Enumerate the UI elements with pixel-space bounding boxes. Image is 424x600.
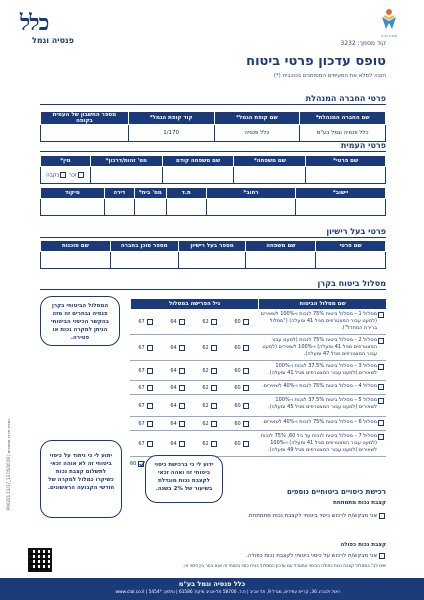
col-last-name: שם משפחה* bbox=[234, 156, 306, 167]
age-option-label: 64 bbox=[170, 318, 177, 325]
extended-disability-label: אני מבקש/ת לרכוש כיסוי ביטוחי לקצבת נכות מתמתחת. bbox=[247, 513, 377, 519]
agent-first-name-field[interactable] bbox=[316, 252, 386, 269]
brand-name: כלל bbox=[20, 10, 49, 36]
partner-logo bbox=[380, 8, 398, 36]
age-option-checkbox[interactable] bbox=[211, 368, 217, 374]
age-option-checkbox[interactable] bbox=[179, 403, 185, 409]
gender-female-label: נקבה bbox=[46, 172, 60, 179]
fund-code-value[interactable]: 1/170 bbox=[128, 125, 214, 142]
age-option bbox=[138, 421, 153, 427]
section-divider bbox=[40, 151, 386, 152]
plan-text: מסלול 1 – מסלול ביטוח 75% לנכות ו-100% לשאירים (למעט עבור המצטרפים מגיל 41 ומעלה) ("מסלול ברירת המחדל"). bbox=[260, 311, 377, 331]
age-option-label: 64 bbox=[170, 420, 177, 427]
plan-select-checkbox[interactable] bbox=[378, 364, 384, 370]
page-title: טופס עדכון פרטי ביטוח bbox=[246, 54, 386, 69]
agency-name-field[interactable] bbox=[41, 252, 111, 269]
account-number-field[interactable] bbox=[41, 125, 129, 142]
age-option bbox=[138, 319, 153, 325]
pobox-field[interactable] bbox=[166, 199, 206, 216]
age-option-label: 62 bbox=[202, 344, 209, 351]
age-option-label: 62 bbox=[202, 420, 209, 427]
plan-age-options bbox=[130, 417, 258, 430]
plan-description bbox=[258, 395, 386, 416]
age-option bbox=[202, 403, 217, 409]
age-option-label: 67 bbox=[138, 402, 145, 409]
age-option bbox=[202, 385, 217, 391]
age-option-checkbox[interactable] bbox=[243, 368, 249, 374]
street-field[interactable] bbox=[206, 199, 296, 216]
plan-age-options bbox=[130, 381, 258, 394]
section-title-plans: מסלול ביטוח בקרן bbox=[317, 279, 386, 288]
plan-age-options bbox=[130, 361, 258, 380]
double-disability-checkbox[interactable] bbox=[379, 553, 385, 559]
last-name-field[interactable] bbox=[234, 167, 306, 184]
plan-age-options bbox=[130, 395, 258, 416]
age-option bbox=[138, 403, 153, 409]
age-option bbox=[234, 441, 249, 447]
age-option-checkbox[interactable] bbox=[243, 421, 249, 427]
col-id-number: מס' זהות/דרכון* bbox=[90, 156, 162, 167]
plan-age-options bbox=[130, 309, 258, 334]
plan-select-checkbox[interactable] bbox=[378, 384, 384, 390]
figure-logo-icon bbox=[380, 8, 398, 30]
agent-number-field[interactable] bbox=[110, 252, 178, 269]
fund-name-value[interactable]: כלל פנסיה bbox=[214, 125, 300, 142]
age-option bbox=[170, 345, 185, 351]
age-option-checkbox[interactable] bbox=[211, 345, 217, 351]
age-option-label: 67 bbox=[138, 384, 145, 391]
member-table-row1 bbox=[40, 155, 386, 184]
age-option-label: 67 bbox=[138, 344, 145, 351]
gender-male-label: זכר bbox=[68, 172, 77, 179]
col-agent-last-name: שם משפחה bbox=[246, 241, 316, 252]
footer-address: ראול ולנברג 36, קריית עתידים, מגדל 9, תל אביב | ת.ד. 58700 תל-אביב מיקוד 61586 | טלפון: *5454 | www.clal.co.il bbox=[115, 590, 341, 595]
double-disability-title: קצבת נכות כפולה bbox=[340, 542, 386, 548]
license-number-field[interactable] bbox=[178, 252, 246, 269]
age-option bbox=[138, 385, 153, 391]
col-street: רחוב* bbox=[206, 188, 296, 199]
col-agent-number: מספר סוכן בחברה bbox=[110, 241, 178, 252]
brand-sub: פנסיה וגמל bbox=[32, 36, 74, 45]
plan-select-checkbox[interactable] bbox=[378, 398, 384, 404]
plans-table bbox=[130, 299, 386, 471]
age-option-checkbox[interactable] bbox=[243, 345, 249, 351]
age-option-label: 67 bbox=[138, 420, 145, 427]
age-option-checkbox[interactable] bbox=[147, 441, 153, 447]
age-option-checkbox[interactable] bbox=[211, 441, 217, 447]
age-option-checkbox[interactable] bbox=[211, 403, 217, 409]
age-option-checkbox[interactable] bbox=[147, 421, 153, 427]
age-option-label: 64 bbox=[170, 384, 177, 391]
col-city: יישוב* bbox=[296, 188, 386, 199]
plan-row bbox=[130, 335, 386, 361]
plan-row bbox=[130, 417, 386, 431]
age-option bbox=[170, 319, 185, 325]
col-prev-last-name: שם משפחה קודם bbox=[162, 156, 234, 167]
double-disability-label: אני מבקש/ת לרכוש על כיסוי ביטוחי לקצבת נכות כפולה. bbox=[246, 553, 377, 559]
first-name-field[interactable] bbox=[306, 167, 386, 184]
age-option bbox=[170, 403, 185, 409]
col-gender: מין* bbox=[41, 156, 91, 167]
age-option-label: 60 bbox=[234, 402, 241, 409]
col-account-number: מספר החשבון של העמית בקופה bbox=[41, 112, 129, 125]
plan-select-checkbox[interactable] bbox=[378, 338, 384, 344]
col-zip: מיקוד bbox=[41, 188, 105, 199]
age-option-checkbox[interactable] bbox=[211, 319, 217, 325]
member-table-row2 bbox=[40, 187, 386, 216]
age-option bbox=[234, 345, 249, 351]
apartment-field[interactable] bbox=[104, 199, 134, 216]
zip-field[interactable] bbox=[41, 199, 105, 216]
age-option-checkbox[interactable] bbox=[179, 319, 185, 325]
age-option-label: 62 bbox=[202, 384, 209, 391]
age-option-label: 62 bbox=[202, 402, 209, 409]
age-option-label: 60 bbox=[234, 384, 241, 391]
age-option bbox=[138, 345, 153, 351]
age-option-checkbox[interactable] bbox=[179, 345, 185, 351]
additional-coverage-title: רכישת כיסויים ביטוחיים נוספים bbox=[287, 488, 386, 496]
age-option bbox=[202, 319, 217, 325]
note-bubble-top: המסלול הביטוחי בקרן פנסיה נבחרים זה מזה בהקשר הכיסוי הביטוחי הניתן למקרה נכות או פטירה. bbox=[40, 296, 120, 346]
col-fund-name: שם קופת הגמל* bbox=[214, 112, 300, 125]
plan-row bbox=[130, 431, 386, 457]
age-option-label: 62 bbox=[202, 318, 209, 325]
gender-female-checkbox[interactable] bbox=[60, 172, 66, 178]
plan-text: מסלול 5 – מסלול ביטוח 37.5% לנכות ו-100% לשאירים (למעט עבור המצטרפים מגיל 45 ומעלה). bbox=[268, 397, 377, 410]
plan-text: מסלול 4 – מסלול ביטוח 75% לנכות ו-40% לשאירים. bbox=[262, 383, 377, 389]
qr-code-icon bbox=[28, 548, 52, 572]
age-option bbox=[202, 368, 217, 374]
gender-field bbox=[41, 167, 91, 184]
age-option-checkbox[interactable] bbox=[211, 385, 217, 391]
age-option bbox=[170, 421, 185, 427]
age-option-checkbox[interactable] bbox=[179, 441, 185, 447]
plan-text: מסלול 6 – מסלול ביטוח 75% לנכות ו-40% לשאירים. bbox=[262, 419, 377, 425]
plan-row bbox=[130, 361, 386, 381]
plan-description bbox=[258, 417, 386, 430]
age-option-checkbox[interactable] bbox=[243, 441, 249, 447]
age-option bbox=[234, 319, 249, 325]
age-option bbox=[234, 403, 249, 409]
extended-disability-text bbox=[247, 513, 386, 519]
age-option-checkbox[interactable] bbox=[211, 421, 217, 427]
age-option bbox=[202, 421, 217, 427]
age-option-label: 64 bbox=[170, 440, 177, 447]
age-option bbox=[170, 368, 185, 374]
document-id: קוד מסמך: 3232 bbox=[340, 40, 386, 47]
plan-age-options bbox=[130, 335, 258, 360]
age-option bbox=[170, 385, 185, 391]
prev-last-name-field[interactable] bbox=[162, 167, 234, 184]
age-option bbox=[138, 441, 153, 447]
company-logo bbox=[20, 10, 90, 48]
company-name-value[interactable]: כלל פנסיה וגמל בע"מ bbox=[300, 125, 386, 142]
age-option bbox=[170, 441, 185, 447]
col-first-name: שם פרטי* bbox=[306, 156, 386, 167]
partner-logo-text: קופת ענייה bbox=[380, 34, 398, 38]
section-title-licensee: פרטי בעל רישיון bbox=[326, 227, 386, 236]
plan-row bbox=[130, 381, 386, 395]
footer-company-name: כלל פנסיה וגמל בע"מ bbox=[178, 580, 246, 588]
age-option-label: 60 bbox=[234, 367, 241, 374]
age-option bbox=[202, 345, 217, 351]
age-option-label: 62 bbox=[202, 440, 209, 447]
age-option-label: 62 bbox=[202, 367, 209, 374]
section-title-member: פרטי העמית bbox=[340, 141, 386, 150]
age-option bbox=[234, 385, 249, 391]
age-option-checkbox[interactable] bbox=[147, 368, 153, 374]
col-pobox: ת.ד bbox=[166, 188, 206, 199]
age-option-label: 67 bbox=[138, 440, 145, 447]
plan-description bbox=[258, 309, 386, 334]
plan-select-checkbox[interactable] bbox=[378, 420, 384, 426]
col-house-number: מס' בית* bbox=[134, 188, 166, 199]
plan-text: מסלול 3 – מסלול ביטוח 37.5% לנכות ו-100% לשאירים (למעט עבור המצטרפים מגיל 41 ומעלה). bbox=[268, 363, 377, 376]
col-company-name: שם החברה המנהלת* bbox=[300, 112, 386, 125]
plan-text: מסלול 7 – מסלול ביטוח לנכות עד גיל 60, 75% לנכות (למעט עבור המצטרפים מגיל 41 ומעלה) ו-100% לשאירים (למעט עבור המצטרפים מגיל 49 ומעלה). bbox=[260, 433, 377, 453]
col-fund-code: קוד קופת הגמל* bbox=[128, 112, 214, 125]
age-option-label: 60 bbox=[234, 318, 241, 325]
id-number-field[interactable] bbox=[90, 167, 162, 184]
city-field[interactable] bbox=[296, 199, 386, 216]
extended-disability-title: קצבת נכות מתמתחת bbox=[333, 500, 386, 506]
age-option-label: 64 bbox=[170, 344, 177, 351]
age-option bbox=[234, 421, 249, 427]
section-divider bbox=[40, 104, 386, 105]
company-table bbox=[40, 111, 386, 142]
age-option-checkbox[interactable] bbox=[147, 403, 153, 409]
col-apartment: דירה bbox=[104, 188, 134, 199]
plan-description bbox=[258, 381, 386, 394]
age-option-label: 64 bbox=[170, 402, 177, 409]
double-disability-text bbox=[246, 553, 386, 559]
gender-male-checkbox[interactable] bbox=[78, 172, 84, 178]
note-bubble-bottom: יתוע לי כי ניתוד על כיסוי ביטוחי זה לא אוהה זכאי לתשלום קצבת נכות כשיקרו כמלול למקרה של חודשי הקבועה הראשונים. bbox=[40, 440, 122, 518]
plan-row bbox=[130, 395, 386, 417]
plan-extra-age-label: 60 bbox=[130, 461, 137, 467]
age-option-label: 60 bbox=[234, 420, 241, 427]
section-divider bbox=[40, 289, 386, 290]
extended-disability-checkbox[interactable] bbox=[379, 513, 385, 519]
plan-text: מסלול 2 – מסלול ביטוח 75% לנכות (למעט עבור המצטרפים מגיל 41 ומעלה) ו-100% לשאירים (למעט עבור המצטרפים מגיל 47 ומעלה). bbox=[262, 337, 377, 357]
age-option-checkbox[interactable] bbox=[179, 368, 185, 374]
plan-description bbox=[258, 361, 386, 380]
col-plan-name: שם מסלול הביטוח bbox=[258, 299, 386, 309]
side-document-code: P00201 12/17_13 נספח מרכז מסמכים | 05/2019 bbox=[6, 419, 11, 510]
age-option-checkbox[interactable] bbox=[243, 385, 249, 391]
plan-description bbox=[258, 335, 386, 360]
age-option bbox=[138, 368, 153, 374]
age-option-checkbox[interactable] bbox=[243, 403, 249, 409]
plan-age-options bbox=[130, 431, 258, 456]
col-license-number: מספר בעל רישיון bbox=[178, 241, 246, 252]
col-agency-name: שם סוכנות bbox=[41, 241, 111, 252]
age-option-checkbox[interactable] bbox=[147, 319, 153, 325]
age-option-checkbox[interactable] bbox=[147, 345, 153, 351]
agent-last-name-field[interactable] bbox=[246, 252, 316, 269]
form-instruction: חובה למלא את הסעיפים המסומנים בכוכבית (*) bbox=[273, 73, 386, 79]
section-title-company: פרטי החברה המנהלת bbox=[305, 94, 386, 103]
col-agent-first-name: שם פרטי bbox=[316, 241, 386, 252]
age-option-label: 67 bbox=[138, 367, 145, 374]
house-number-field[interactable] bbox=[134, 199, 166, 216]
note-bubble-center: ידוע לי כי ברכישת כיסוי ביטוחי זה ואהה זכאי לקצבת נכות מוגדלת בשיעור של 2% בשנה. bbox=[145, 455, 223, 503]
double-disability-note: שים לב! במסלול קצבת נכות כפולה הכיסוי המוגדל עם עדכון המסלול בבית כסוי ביטוחי זה אנא בחר בין כיסוי זה. bbox=[182, 564, 386, 569]
age-option-checkbox[interactable] bbox=[179, 421, 185, 427]
age-option-checkbox[interactable] bbox=[179, 385, 185, 391]
plan-row bbox=[130, 309, 386, 335]
age-option bbox=[234, 368, 249, 374]
licensee-table bbox=[40, 240, 386, 269]
plan-extra-age-checkbox[interactable] bbox=[138, 461, 144, 467]
section-divider bbox=[40, 237, 386, 238]
plan-select-checkbox[interactable] bbox=[378, 312, 384, 318]
age-option-label: 67 bbox=[138, 318, 145, 325]
age-option-label: 60 bbox=[234, 440, 241, 447]
age-option-label: 64 bbox=[170, 367, 177, 374]
age-option-checkbox[interactable] bbox=[147, 385, 153, 391]
age-option bbox=[202, 441, 217, 447]
age-option-checkbox[interactable] bbox=[243, 319, 249, 325]
plan-description bbox=[258, 431, 386, 456]
col-retirement-age: גיל הפרישה במסלול bbox=[130, 299, 258, 309]
age-option-label: 60 bbox=[234, 344, 241, 351]
plan-select-checkbox[interactable] bbox=[378, 434, 384, 440]
